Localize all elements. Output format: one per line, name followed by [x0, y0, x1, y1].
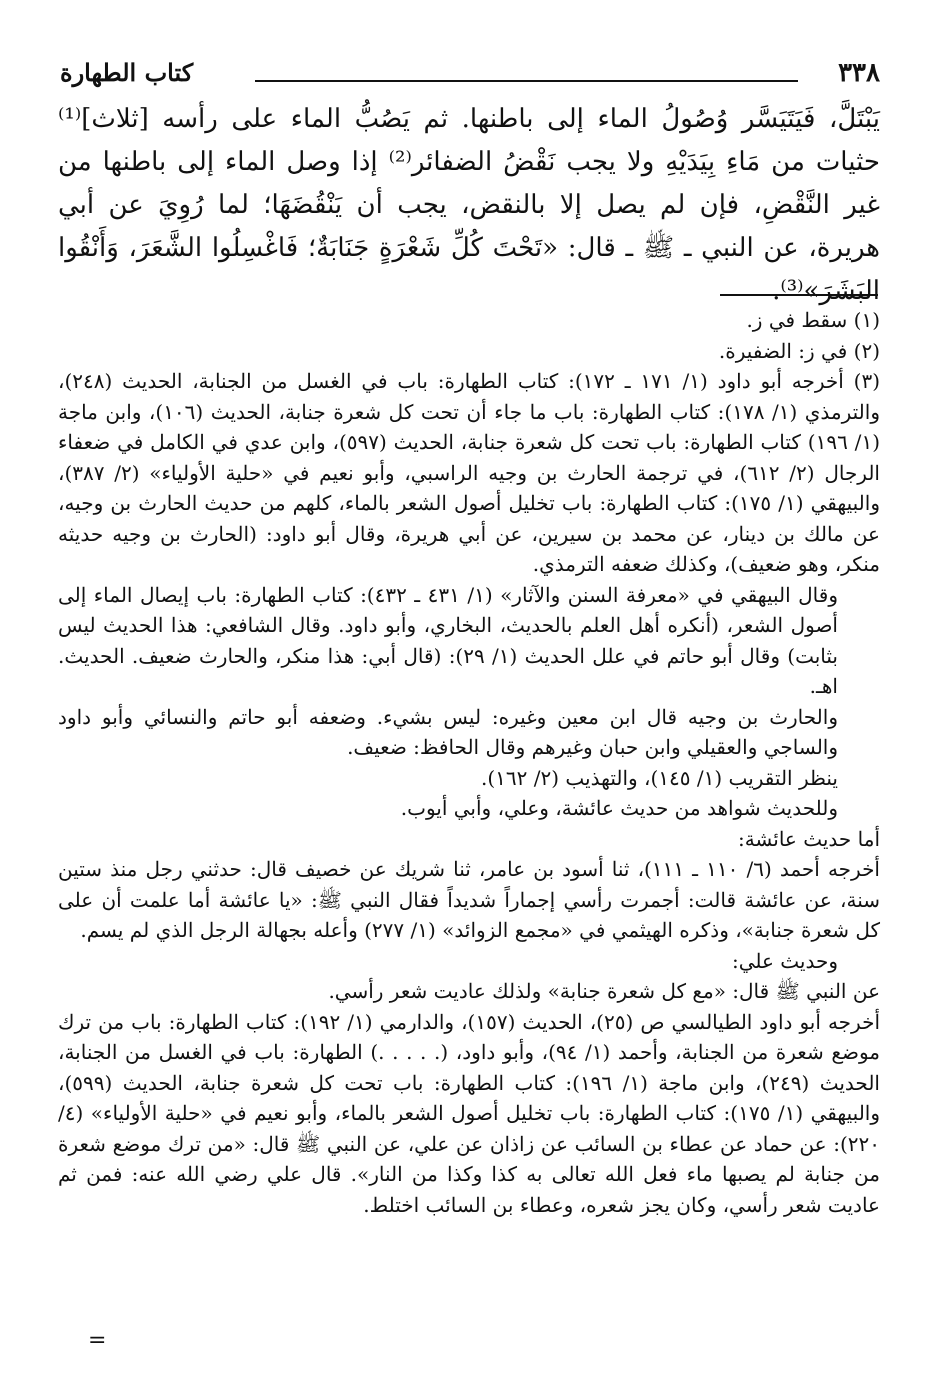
page-header — [60, 58, 880, 98]
running-title: كتاب الطهارة — [60, 58, 194, 87]
footnote-ali-heading: وحديث علي: — [731, 948, 838, 973]
main-text — [58, 98, 880, 313]
footnote-ali-text: عن النبي ﷺ قال: «مع كل شعرة جنابة» ولذلك عاديت شعر رأسي. — [328, 979, 880, 1003]
footnote-ali-takhrij: أخرجه أبو داود الطيالسي ص (٢٥)، الحديث (١٥٧)، والدارمي (١/ ١٩٢): كتاب الطهارة: باب من ترك موضع شعرة من الجنابة، وأحمد (١/ ٩٤)، وأبو داود، (. . . . .) الطهارة: باب في الغسل من الجنابة، الحديث (٢٤٩)، وابن ماجة (١/ ١٩٦): كتاب الطهارة: باب تحت كل شعرة جنابة، الحديث (٥٩٩)، والبيهقي (١/ ١٧٥): كتاب الطهارة: باب تخليل أصول الشعر بالماء، وأبو نعيم في «حلية الأولياء» (٤/ ٢٢٠): عن حماد عن عطاء بن السائب عن زاذان عن علي، عن النبي ﷺ قال: «من ترك موضع شعرة من جنابة لم يصبها ماء فعل الله تعالى به كذا وكذا من النار». قال علي رضي الله عنه: فمن ثم عاديت شعر رأسي، وكان يجز شعره، وعطاء بن السائب اختلط. — [58, 1009, 881, 1217]
footnote-2: (٢) في ز: الضفيرة. — [718, 338, 880, 363]
main-paragraph: يَبْتَلَّ، فَيَتَيَسَّر وُصُولُ الماء إلى باطنها. ثم يَصُبُّ الماء على رأسه [ثلاث]⁽¹⁾ حثيات من مَاءِ بِيَدَيْهِ ولا يجب نَقْضُ الضفائر⁽²⁾ إذا وصل الماء إلى باطنها من غير النَّقْضِ، فإن لم يصل إلا بالنقض، يجب أن يَنْقُضَهَا؛ لما رُوِيَ عن أبي هريرة، عن النبي ـ ﷺ ـ قال: «تَحْتَ كُلِّ شَعْرَةٍ جَنَابَةٌ؛ فَاغْسِلُوا الشَّعَرَ، وَأَنْقُوا البَشَرَ»⁽³⁾. — [58, 104, 880, 306]
footnote-1: (١) سقط في ز. — [746, 308, 880, 332]
footnote-shawahid: وللحديث شواهد من حديث عائشة، وعلي، وأبي أيوب. — [400, 796, 838, 820]
footnote-harith: والحارث بن وجيه قال ابن معين وغيره: ليس بشيء. وضعفه أبو حاتم والنسائي وأبو داود والساجي والعقيلي وابن حبان وغيرهم وقال الحافظ: ضعيف. — [58, 704, 838, 759]
header-rule — [255, 80, 798, 82]
footnote-3: (٣) أخرجه أبو داود (١/ ١٧١ ـ ١٧٢): كتاب الطهارة: باب في الغسل من الجنابة، الحديث (٢٤٨)، والترمذي (١/ ١٧٨): كتاب الطهارة: باب ما جاء أن تحت كل شعرة جنابة، الحديث (١٠٦)، وابن ماجة (١/ ١٩٦) كتاب الطهارة: باب تحت كل شعرة جنابة، الحديث (٥٩٧)، وابن عدي في الكامل في ضعفاء الرجال (٢/ ٦١٢)، في ترجمة الحارث بن وجيه الراسبي، وأبو نعيم في «حلية الأولياء» (٢/ ٣٨٧)، والبيهقي (١/ ١٧٥): كتاب الطهارة: باب تخليل أصول الشعر بالماء، كلهم من حديث الحارث بن وجيه، عن مالك بن دينار، عن محمد بن سيرين، عن أبي هريرة، وقال أبو داود: (الحارث بن وجيه حديثه منكر، وهو ضعيف)، وكذلك ضعفه الترمذي. — [58, 369, 880, 576]
footnote-bayhaqi: وقال البيهقي في «معرفة السنن والآثار» (١/ ٤٣١ ـ ٤٣٢): كتاب الطهارة: باب إيصال الماء إلى أصول الشعر، (أنكره أهل العلم بالحديث، البخاري، وأبو داود. وقال الشافعي: هذا الحديث ليس بثابت) وقال أبو حاتم في علل الحديث (١/ ٢٩): (قال أبي: هذا منكر، والحارث ضعيف. الحديث. اهـ. — [58, 582, 838, 698]
footnotes — [58, 305, 880, 1220]
footnote-separator — [720, 294, 878, 296]
footnote-taqrib: ينظر التقريب (١/ ١٤٥)، والتهذيب (٢/ ١٦٢). — [480, 765, 838, 790]
page-number: ٣٣٨ — [838, 58, 880, 88]
footnote-aisha-heading: أما حديث عائشة: — [737, 826, 880, 851]
continuation-mark: = — [88, 1328, 107, 1353]
footnote-aisha: أخرجه أحمد (٦/ ١١٠ ـ ١١١)، ثنا أسود بن عامر، ثنا شريك عن خصيف قال: حدثني رجل منذ ستين سنة، عن عائشة قالت: أجمرت رأسي إجماراً شديداً فقال النبي ﷺ: «يا عائشة أما علمت أن على كل شعرة جنابة»، وذكره الهيثمي في «مجمع الزوائد» (١/ ٢٧٧) وأعله بجهالة الرجل الذي لم يسم. — [58, 857, 880, 942]
